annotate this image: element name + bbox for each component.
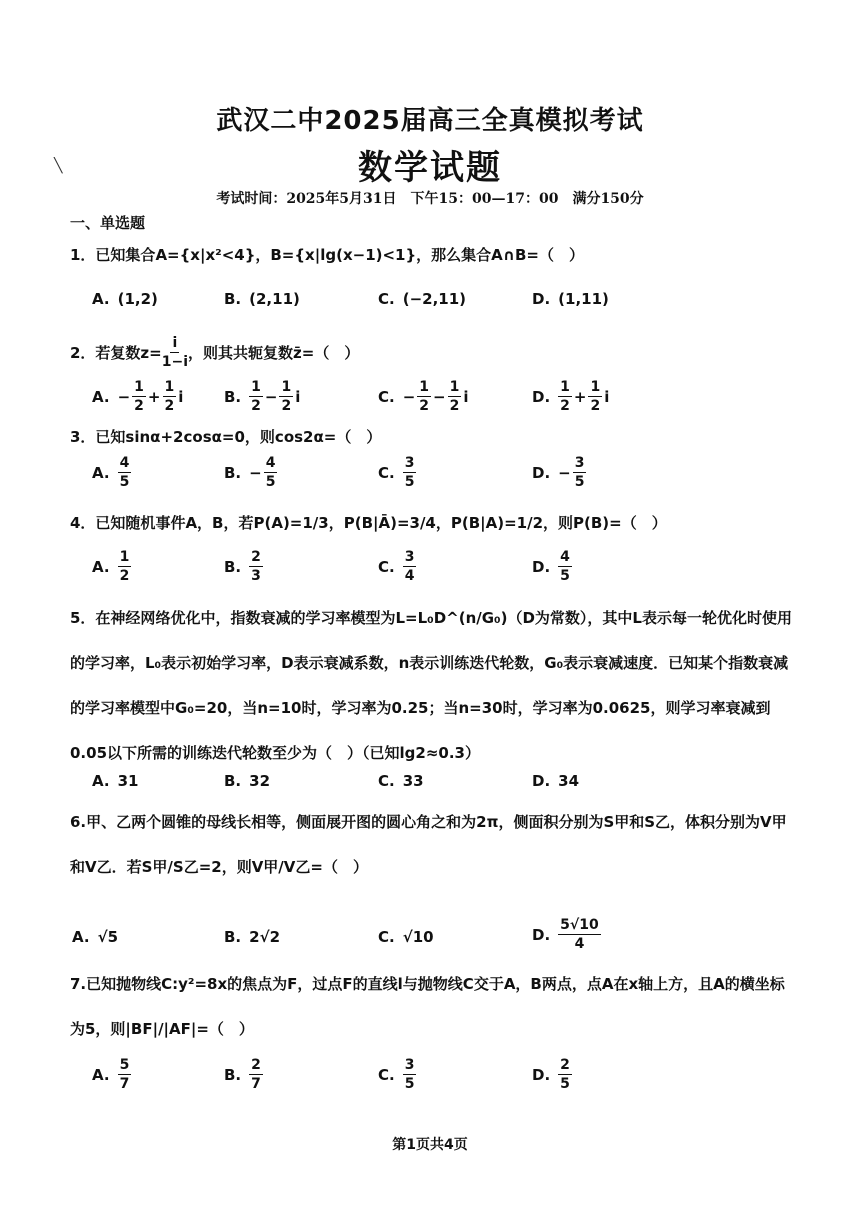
question-6-option-b: B. 2√2	[224, 928, 281, 946]
option-symbol: −	[117, 387, 131, 406]
question-5-option-d: D. 34	[532, 772, 580, 790]
option-letter: D.	[532, 557, 551, 576]
question-6-option-a: A. √5	[72, 928, 119, 946]
option-fraction: $\frac{1}{2}$	[449, 379, 460, 414]
margin-mark: ╲	[54, 158, 63, 174]
option-fraction: $\frac{4}{5}$	[119, 455, 130, 490]
question-4-option-c	[378, 550, 416, 583]
option-letter: C.	[378, 463, 395, 482]
question-2-option-d	[532, 380, 609, 413]
question-7-stem: 7.已知抛物线C:y²=8x的焦点为F，过点F的直线l与抛物线C交于A，B两点，点A在x轴上方，且A的横坐标为5，则|BF|/|AF|=（ ）	[70, 975, 785, 1038]
question-4-option-d	[532, 550, 572, 583]
option-fraction: $\frac{5}{7}$	[119, 1057, 130, 1092]
option-symbol: +	[147, 387, 161, 406]
question-3-option-c	[378, 456, 416, 489]
option-fraction: $\frac{1}{2}$	[560, 379, 570, 414]
option-fraction: $\frac{1}{2}$	[590, 379, 601, 414]
option-fraction: $\frac{1}{2}$	[251, 379, 261, 414]
option-fraction: $\frac{2}{3}$	[251, 549, 261, 584]
question-1-option-b: B. (2,11)	[224, 290, 300, 308]
option-letter: D.	[532, 463, 551, 482]
question-7-option-c	[378, 1058, 416, 1091]
option-letter: A.	[92, 1065, 110, 1084]
question-3-option-b	[224, 456, 277, 489]
question-1-option-a: A. (1,2)	[92, 290, 158, 308]
option-fraction: $\frac{1}{2}$	[119, 549, 130, 584]
option-symbol: −	[558, 463, 571, 482]
option-fraction: $\frac{2}{5}$	[560, 1057, 570, 1092]
option-symbol: +	[573, 387, 587, 406]
option-letter: A.	[92, 463, 110, 482]
option-fraction: $\frac{1}{2}$	[164, 379, 175, 414]
question-5-option-b: B. 32	[224, 772, 271, 790]
option-letter: C.	[378, 557, 395, 576]
question-2-option-a	[92, 380, 183, 413]
exam-title: 武汉二中2025届高三全真模拟考试	[216, 106, 644, 136]
question-6-stem: 6.甲、乙两个圆锥的母线长相等，侧面展开图的圆心角之和为2π，侧面积分别为S甲和S乙，体积分别为V甲和V乙．若S甲/S乙=2，则V甲/V乙=（ ）	[70, 813, 787, 876]
question-5-stem: 5．在神经网络优化中，指数衰减的学习率模型为L=L₀D^(n/G₀)（D为常数），其中L表示每一轮优化时使用的学习率，L₀表示初始学习率，D表示衰减系数，n表示训练迭代轮数，G₀表示衰减速度．已知某个指数衰减的学习率模型中G₀=20，当n=10时，学习率为0.25；当n=30时，学习率为0.0625，则学习率衰减到0.05以下所需的训练迭代轮数至少为（ ）（已知lg2≈0.3）	[70, 609, 792, 762]
question-4-stem: 4．已知随机事件A，B，若P(A)=1/3，P(B|Ā)=3/4，P(B|A)=1/2，则P(B)=（ ）	[70, 514, 667, 532]
page-footer: 第1页共4页	[392, 1137, 468, 1153]
question-4-option-a	[92, 550, 131, 583]
option-fraction: $\frac{4}{5}$	[265, 455, 276, 490]
option-letter: A.	[92, 387, 110, 406]
option-letter: B.	[224, 557, 242, 576]
option-symbol: i	[178, 387, 184, 406]
question-6-option-d	[532, 918, 601, 951]
option-symbol: −	[249, 463, 262, 482]
option-fraction: $\frac{3}{5}$	[404, 455, 415, 490]
exam-subject-title: 数学试题	[358, 148, 502, 188]
option-fraction: $\frac{4}{5}$	[560, 549, 570, 584]
option-fraction: $\frac{3}{5}$	[404, 1057, 415, 1092]
question-1-stem: 1．已知集合A={x|x²<4}，B={x|lg(x−1)<1}，那么集合A∩B=（ ）	[70, 246, 584, 264]
question-3-option-a	[92, 456, 131, 489]
option-symbol: −	[264, 387, 278, 406]
option-letter: A.	[92, 557, 110, 576]
question-2-option-b	[224, 380, 300, 413]
option-fraction: $\frac{5√10}{4}$	[560, 917, 599, 952]
option-letter: B.	[224, 387, 242, 406]
section-heading: 一、单选题	[70, 214, 146, 232]
option-fraction: $\frac{2}{7}$	[251, 1057, 261, 1092]
question-7-option-a	[92, 1058, 131, 1091]
question-2-option-c	[378, 380, 469, 413]
option-fraction: $\frac{3}{4}$	[404, 549, 415, 584]
question-7-option-b	[224, 1058, 263, 1091]
option-symbol: −	[402, 387, 416, 406]
question-4-option-b	[224, 550, 263, 583]
question-2-fraction: $\frac{i}{1-i}$	[161, 335, 189, 370]
question-7-option-d	[532, 1058, 572, 1091]
option-letter: C.	[378, 1065, 395, 1084]
option-symbol: i	[604, 387, 610, 406]
option-symbol: i	[295, 387, 301, 406]
question-5-option-c: C. 33	[378, 772, 424, 790]
exam-meta: 考试时间：2025年5月31日 下午15：00—17：00 满分150分	[216, 191, 644, 207]
question-1-option-d: D. (1,11)	[532, 290, 609, 308]
question-3-option-d	[532, 456, 586, 489]
question-1-option-c: C. (−2,11)	[378, 290, 467, 308]
option-letter: B.	[224, 463, 242, 482]
option-letter: D.	[532, 925, 551, 944]
option-symbol: i	[463, 387, 469, 406]
question-3-stem: 3．已知sinα+2cosα=0，则cos2α=（ ）	[70, 428, 382, 446]
option-fraction: $\frac{1}{2}$	[134, 379, 144, 414]
option-fraction: $\frac{3}{5}$	[574, 455, 585, 490]
question-6-option-c: C. √10	[378, 928, 434, 946]
option-fraction: $\frac{1}{2}$	[419, 379, 430, 414]
option-letter: B.	[224, 1065, 242, 1084]
option-fraction: $\frac{1}{2}$	[281, 379, 292, 414]
option-symbol: −	[433, 387, 446, 406]
option-letter: D.	[532, 1065, 551, 1084]
question-2-stem: 2．若复数z= $\frac{i}{1-i}$ ，则其共轭复数z̄=（ ）	[70, 335, 360, 370]
option-letter: C.	[378, 387, 395, 406]
question-5-option-a: A. 31	[92, 772, 139, 790]
option-letter: D.	[532, 387, 551, 406]
